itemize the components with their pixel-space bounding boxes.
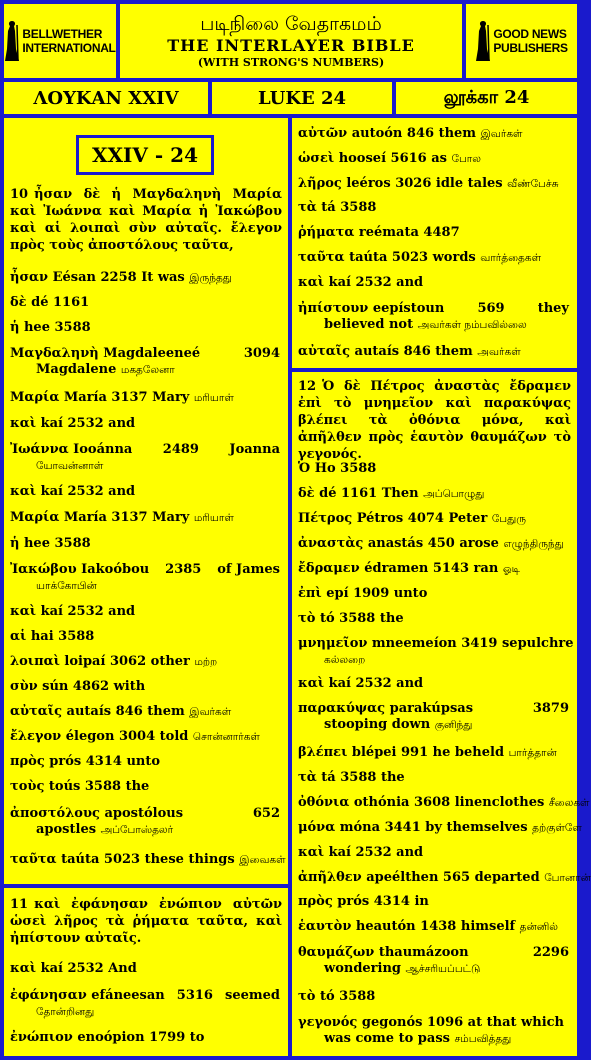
tamil-gloss: போல: [451, 153, 482, 165]
greek-word: ἡ: [10, 320, 20, 335]
interlinear-entry: [298, 945, 569, 977]
english-gloss: Magdalene: [36, 362, 117, 377]
translit: reémata 4487: [358, 225, 460, 240]
greek-word: ἠπίστουν: [298, 301, 369, 316]
translit: Eésan 2258 It was: [52, 270, 185, 285]
interlinear-entry: [10, 484, 280, 500]
logo-line: BELLWETHER: [22, 27, 103, 41]
tamil-gloss: குனிந்து: [434, 719, 473, 731]
translit: tó 3588: [319, 989, 376, 1004]
interlinear-entry: [10, 704, 280, 720]
greek-word: καὶ: [298, 676, 325, 691]
interlinear-entry: [298, 461, 569, 477]
english-gloss: believed not: [324, 317, 414, 332]
strong-number: 2296: [532, 945, 569, 960]
interlinear-entry: [10, 562, 280, 594]
translit: leéros 3026 idle tales: [346, 176, 503, 191]
greek-word: Πέτρος: [298, 511, 353, 526]
interlinear-entry: [298, 200, 569, 216]
interlinear-entry: [10, 679, 280, 695]
greek-word: Μαγδαληνὴ: [10, 346, 99, 361]
interlinear-entry: [10, 806, 280, 838]
translit: kaí 2532 and: [328, 845, 424, 860]
tamil-gloss: எழுந்திருந்து: [503, 538, 564, 550]
interlinear-entry: [298, 176, 569, 192]
greek-word: παρακύψας: [298, 701, 386, 716]
interlinear-entry: [298, 820, 582, 836]
tamil-gloss: தன்னில்: [519, 921, 558, 933]
interlinear-entry: [298, 745, 569, 761]
page-title: THE INTERLAYER BIBLE: [167, 36, 415, 55]
greek-word: ὀθόνια: [298, 795, 350, 810]
english-gloss: of James: [217, 562, 280, 577]
interlinear-entry: [298, 536, 569, 552]
shepherd-icon: [475, 19, 491, 63]
translit: heautón 1438 himself: [355, 919, 516, 934]
greek-word: δὲ: [298, 486, 315, 501]
greek-word: καὶ: [10, 416, 37, 431]
chapter-heading-text: XXIV - 24: [92, 143, 198, 167]
greek-word: Ὁ: [298, 461, 311, 476]
interlinear-entry: [298, 989, 569, 1005]
translit: dé 1161: [31, 295, 90, 310]
translit: enoópion 1799 to: [77, 1030, 205, 1045]
chapter-heading: [76, 135, 214, 175]
strong-number: 652: [252, 806, 280, 821]
interlinear-entry: [298, 919, 569, 935]
translit: apostólous: [104, 806, 184, 821]
greek-word: Μαρία: [10, 390, 60, 405]
greek-word: αὐταῖς: [298, 344, 350, 359]
interlinear-entry: [298, 151, 569, 167]
tamil-gloss: இவைகள்: [239, 854, 286, 866]
translit: taúta 5023 words: [349, 250, 476, 265]
greek-word: ἐνώπιον: [10, 1030, 73, 1045]
tamil-gloss: பார்த்தான்: [508, 747, 557, 759]
verse-greek: Ὁ δὲ Πέτρος ἀναστὰς ἔδραμεν ἐπὶ τὸ μνημεῖον καὶ παρακύψας βλέπει τὰ ὀθόνια μόνα, καὶ ἀπῆλθεν πρὸς ἑαυτὸν θαυμάζων τὸ γεγονός.: [298, 379, 571, 462]
interlinear-entry: [10, 536, 280, 552]
interlinear-entry: [298, 845, 569, 861]
interlinear-entry: [10, 961, 280, 977]
greek-word: πρὸς: [10, 754, 45, 769]
greek-word: λοιπαὶ: [10, 654, 60, 669]
tamil-gloss: அவர்கள்: [477, 346, 521, 358]
interlinear-entry: [298, 586, 569, 602]
verse-11-cont-panel: [292, 118, 577, 368]
tamil-gloss: தற்குள்ளே: [532, 822, 582, 834]
greek-word: μόνα: [298, 820, 336, 835]
translit: élegon 3004 told: [65, 729, 189, 744]
interlinear-entry: [298, 486, 569, 502]
page-subtitle: (WITH STRONG'S NUMBERS): [197, 56, 385, 69]
translit: hee 3588: [23, 536, 91, 551]
greek-word: τοὺς: [10, 779, 45, 794]
interlinear-entry: [10, 390, 280, 406]
greek-word: Μαρία: [10, 510, 60, 525]
translit: Ho 3588: [314, 461, 377, 476]
greek-word: ἡ: [10, 536, 20, 551]
english-gloss: apostles: [36, 822, 97, 837]
interlinear-entry: [298, 561, 569, 577]
tamil-gloss: அப்பொழுது: [423, 488, 485, 500]
translit: kaí 2532 and: [40, 604, 136, 619]
translit: kaí 2532 and: [40, 416, 136, 431]
interlinear-entry: [10, 442, 280, 474]
translit: Iakoóbou: [81, 562, 150, 577]
tamil-gloss: அவர்கள் நம்பவில்லை: [417, 319, 527, 331]
tamil-gloss: தோன்றினது: [36, 1006, 95, 1018]
greek-word: καὶ: [10, 604, 37, 619]
translit: othónia 3608 linenclothes: [353, 795, 545, 810]
verse-number: 10: [10, 187, 29, 202]
greek-word: τὸ: [298, 989, 316, 1004]
tamil-gloss: சொன்னார்கள்: [192, 731, 260, 743]
ref-greek-text: ΛΟΥΚΑΝ XXIV: [33, 87, 179, 109]
greek-word: ἀπῆλθεν: [298, 870, 362, 885]
interlinear-entry: [10, 988, 280, 1020]
greek-word: αὐτῶν: [298, 126, 348, 141]
interlinear-entry: [10, 320, 280, 336]
translit: gegonós 1096 at that which: [361, 1015, 564, 1030]
interlinear-entry: [10, 604, 280, 620]
interlinear-entry: [298, 795, 590, 811]
greek-word: ὡσεὶ: [298, 151, 335, 166]
verse-greek: ἦσαν δὲ ἡ Μαγδαληνὴ Μαρία καὶ Ἰωάννα καὶ Μαρία ἡ Ἰακώβου καὶ αἱ λοιπαὶ σὺν αὐταῖς. ἔλεγον πρὸς τοὺς ἀποστόλους ταῦτα,: [10, 187, 282, 253]
greek-word: καὶ: [298, 275, 325, 290]
translit: kaí 2532 and: [328, 275, 424, 290]
good-news-logo: [475, 19, 567, 63]
verse-11-panel: [4, 888, 288, 1056]
translit: Pétros 4074 Peter: [356, 511, 488, 526]
greek-word: ἑαυτὸν: [298, 919, 352, 934]
tamil-gloss: அப்போஸ்தலர்: [100, 824, 174, 836]
greek-word: μνημεῖον: [298, 636, 368, 651]
translit: epí 1909 unto: [326, 586, 428, 601]
interlinear-entry: [10, 654, 280, 670]
verse-12-panel: [292, 372, 591, 1056]
translit: sún 4862 with: [42, 679, 146, 694]
tamil-gloss: பேதுரு: [491, 513, 526, 525]
strong-number: 3094: [243, 346, 280, 361]
translit: loipaí 3062 other: [64, 654, 190, 669]
translit: apeélthen 565 departed: [366, 870, 540, 885]
ref-tamil: [396, 82, 577, 114]
greek-word: σὺν: [10, 679, 38, 694]
translit: prós 4314 unto: [49, 754, 161, 769]
strong-number: 2489: [162, 442, 199, 457]
interlinear-entry: [298, 676, 569, 692]
tamil-gloss: மரியாள்: [193, 512, 234, 524]
greek-word: ῥήματα: [298, 225, 355, 240]
interlinear-entry: [298, 894, 569, 910]
translit: mneemeíon 3419 sepulchre: [371, 636, 574, 651]
interlinear-entry: [298, 1015, 569, 1047]
tamil-gloss: யாக்கோபின்: [36, 580, 97, 592]
translit: Iooánna: [73, 442, 133, 457]
greek-word: γεγονός: [298, 1015, 358, 1030]
english-gloss: they: [537, 301, 569, 316]
translit: autaís 846 them: [354, 344, 473, 359]
interlinear-entry: [10, 779, 280, 795]
verse-number: 12: [298, 379, 317, 394]
greek-word: τὰ: [298, 770, 317, 785]
interlinear-entry: [10, 852, 286, 868]
interlinear-entry: [10, 754, 280, 770]
greek-word: πρὸς: [298, 894, 333, 909]
interlinear-entry: [298, 344, 569, 360]
tamil-gloss: சீலைகள்: [548, 797, 590, 809]
translit: tó 3588 the: [319, 611, 404, 626]
translit: María 3137 Mary: [63, 510, 190, 525]
translit: móna 3441 by themselves: [339, 820, 528, 835]
tamil-gloss: வார்த்தைகள்: [480, 252, 542, 264]
greek-word: τὰ: [298, 200, 317, 215]
strong-number: 3879: [532, 701, 569, 716]
greek-word: τὸ: [298, 611, 316, 626]
greek-word: αἱ: [10, 629, 27, 644]
translit: kaí 2532 And: [40, 961, 137, 976]
tamil-gloss: மகதலேனா: [120, 364, 175, 376]
tamil-gloss: மற்ற: [194, 656, 218, 668]
english-gloss: seemed: [225, 988, 280, 1003]
interlinear-entry: [298, 275, 569, 291]
translit: tá 3588: [321, 200, 377, 215]
interlinear-entry: [10, 510, 280, 526]
interlinear-entry: [10, 346, 280, 378]
greek-word: Ἰακώβου: [10, 562, 77, 577]
translit: autoón 846 them: [351, 126, 477, 141]
translit: taúta 5023 these things: [61, 852, 235, 867]
translit: efáneesan: [91, 988, 165, 1003]
translit: parakúpsas: [389, 701, 474, 716]
interlinear-entry: [10, 729, 280, 745]
translit: hai 3588: [30, 629, 95, 644]
ref-tamil-text: லூக்கா 24: [443, 86, 530, 108]
interlinear-entry: [298, 701, 569, 733]
english-gloss: wondering: [324, 961, 402, 976]
tamil-gloss: கல்லறை: [324, 654, 366, 666]
interlinear-entry: [298, 225, 569, 241]
tamil-gloss: ஆச்சரியப்பட்டு: [405, 963, 481, 975]
greek-word: Ἰωάννα: [10, 442, 69, 457]
greek-word: καὶ: [10, 961, 37, 976]
translit: autaís 846 them: [66, 704, 185, 719]
greek-word: ἔδραμεν: [298, 561, 360, 576]
translit: thaumázoon: [378, 945, 469, 960]
translit: prós 4314 in: [337, 894, 429, 909]
translit: tá 3588 the: [321, 770, 405, 785]
translit: dé 1161 Then: [319, 486, 419, 501]
tamil-gloss: வீண்பேச்சு: [507, 178, 559, 190]
shepherd-icon: [4, 19, 20, 63]
translit: édramen 5143 ran: [364, 561, 499, 576]
interlinear-entry: [298, 770, 569, 786]
strong-number: 569: [477, 301, 505, 316]
interlinear-entry: [298, 511, 569, 527]
left-logo-box: [4, 4, 116, 78]
verse-greek: καὶ ἐφάνησαν ἐνώπιον αὐτῶν ὡσεὶ λῆρος τὰ ῥήματα ταῦτα, καὶ ἠπίστουν αὐταῖς.: [10, 897, 282, 946]
greek-word: ἐπὶ: [298, 586, 322, 601]
english-gloss: was come to pass: [324, 1031, 450, 1046]
logo-line: GOOD NEWS: [493, 27, 567, 41]
interlinear-entry: [298, 301, 569, 333]
translit: María 3137 Mary: [63, 390, 190, 405]
interlinear-entry: [10, 629, 280, 645]
interlinear-entry: [298, 636, 574, 668]
verse-10-panel: [4, 118, 288, 884]
tamil-gloss: இவர்கள்: [189, 706, 232, 718]
ref-greek: [4, 82, 208, 114]
tamil-gloss: இவர்கள்: [480, 128, 523, 140]
tamil-gloss: மரியாள்: [193, 392, 234, 404]
translit: kaí 2532 and: [40, 484, 136, 499]
interlinear-entry: [10, 1030, 280, 1046]
translit: kaí 2532 and: [328, 676, 424, 691]
verse-10-text: [10, 186, 282, 254]
greek-word: λῆρος: [298, 176, 342, 191]
greek-word: ἀποστόλους: [10, 806, 100, 821]
english-gloss: Joanna: [229, 442, 280, 457]
tamil-gloss: போனான்: [544, 872, 591, 884]
greek-word: δὲ: [10, 295, 27, 310]
greek-word: ταῦτα: [298, 250, 345, 265]
translit: anastás 450 arose: [367, 536, 499, 551]
interlinear-entry: [298, 126, 569, 142]
greek-word: ἀναστὰς: [298, 536, 364, 551]
interlinear-entry: [10, 295, 280, 311]
tamil-gloss: ஓடி: [502, 563, 520, 575]
logo-line: PUBLISHERS: [493, 41, 568, 55]
translit: blépei 991 he beheld: [351, 745, 505, 760]
translit: eepístoun: [372, 301, 445, 316]
greek-word: καὶ: [10, 484, 37, 499]
tamil-gloss: இருந்தது: [189, 272, 232, 284]
greek-word: ἐφάνησαν: [10, 988, 87, 1003]
translit: hee 3588: [23, 320, 91, 335]
english-gloss: stooping down: [324, 717, 431, 732]
verse-11-text: [10, 896, 282, 947]
translit: hooseí 5616 as: [338, 151, 447, 166]
title-box: [120, 4, 462, 78]
greek-word: αὐταῖς: [10, 704, 62, 719]
interlinear-entry: [298, 870, 591, 886]
translit: Magdaleeneé: [103, 346, 201, 361]
tamil-gloss: சம்பவித்தது: [454, 1033, 512, 1045]
ref-english: [212, 82, 392, 114]
strong-number: 5316: [176, 988, 213, 1003]
logo-line: INTERNATIONAL: [22, 41, 116, 55]
ref-english-text: LUKE 24: [257, 87, 347, 109]
tamil-gloss: யோவன்னாள்: [36, 460, 104, 472]
greek-word: ἦσαν: [10, 270, 49, 285]
interlinear-entry: [10, 270, 280, 286]
greek-word: καὶ: [298, 845, 325, 860]
translit: toús 3588 the: [48, 779, 150, 794]
title-tamil: படிநிலை வேதாகமம்: [200, 13, 382, 35]
greek-word: θαυμάζων: [298, 945, 375, 960]
verse-number: 11: [10, 897, 29, 912]
verse-12-text: [298, 378, 571, 463]
strong-number: 2385: [165, 562, 202, 577]
greek-word: ἔλεγον: [10, 729, 62, 744]
right-logo-box: [466, 4, 577, 78]
interlinear-entry: [10, 416, 280, 432]
bellwether-logo: [4, 19, 115, 63]
interlinear-entry: [298, 611, 569, 627]
greek-word: ταῦτα: [10, 852, 57, 867]
interlinear-entry: [298, 250, 569, 266]
greek-word: βλέπει: [298, 745, 348, 760]
